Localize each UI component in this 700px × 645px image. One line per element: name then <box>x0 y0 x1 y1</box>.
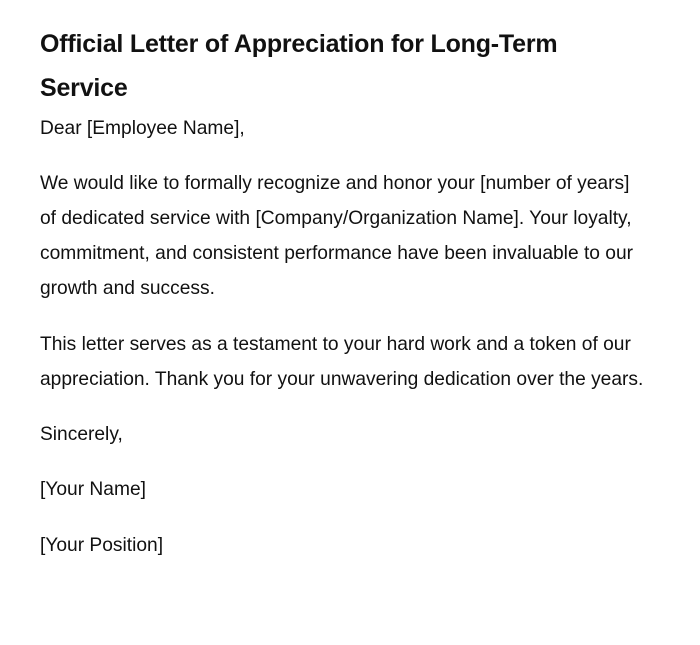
signature-position: [Your Position] <box>40 535 164 556</box>
body-paragraph-1: We would like to formally recognize and honor your [number of years] of dedicated service with [Company/Organization Name]. Your loyalty, commitment, and consistent performance have been invaluable to our growth and success. <box>40 173 634 299</box>
salutation: Dear [Employee Name], <box>40 118 245 139</box>
signature-name: [Your Name] <box>40 479 146 500</box>
closing: Sincerely, <box>40 424 123 445</box>
body-paragraph-2: This letter serves as a testament to your hard work and a token of our appreciation. Thank you for your unwavering dedication over the years. <box>40 334 644 390</box>
letter-title: Official Letter of Appreciation for Long-Term Service <box>40 30 558 102</box>
